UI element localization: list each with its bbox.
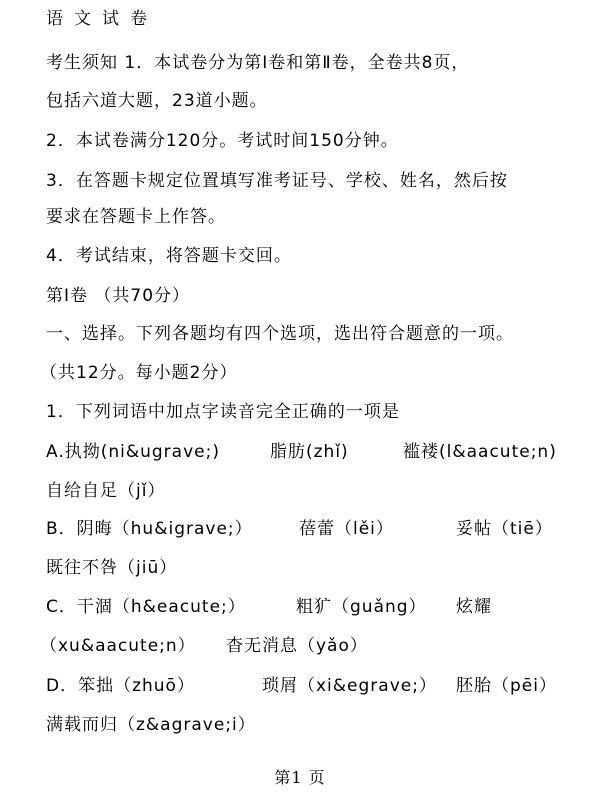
exam-title: 语文试卷 (46, 9, 158, 29)
option-b-item-4: 既往不咎（jiū） (46, 558, 178, 578)
page-number: 第1 页 (274, 768, 326, 787)
option-d-item-2: 琐屑（xi&egrave;） (262, 676, 437, 696)
notice-line-5: 要求在答题卡上作答。 (46, 207, 226, 227)
option-d-item-4: 满载而归（z&agrave;i） (46, 715, 256, 735)
option-d-item-3: 胚胎（pēi） (456, 676, 557, 696)
notice-line-6: 4．考试结束，将答题卡交回。 (46, 246, 292, 266)
notice-line-2: 包括六道大题，23道小题。 (46, 91, 268, 111)
question-stem: 1．下列词语中加点字读音完全正确的一项是 (46, 402, 400, 422)
option-a-item-2: 脂肪(zhǐ) (270, 442, 349, 462)
notice-line-1: 考生须知 1．本试卷分为第Ⅰ卷和第Ⅱ卷，全卷共8页， (46, 53, 470, 73)
option-b-item-2: 蓓蕾（lěi） (299, 519, 394, 539)
notice-line-3: 2．本试卷满分120分。考试时间150分钟。 (46, 131, 399, 151)
option-b-item-3: 妥帖（tiē） (456, 519, 553, 539)
notice-line-4: 3．在答题卡规定位置填写准考证号、学校、姓名，然后按 (46, 171, 508, 191)
section-instruction-1: 一、选择。下列各题均有四个选项，选出符合题意的一项。 (46, 324, 514, 344)
option-a-item-4: 自给自足（jǐ） (46, 481, 166, 501)
option-c-item-1: C．干涸（h&eacute;） (46, 597, 246, 617)
option-c-item-4: （xu&aacute;n） (40, 636, 196, 656)
option-b-item-1: B．阴晦（hu&igrave;） (46, 519, 253, 539)
section-heading: 第Ⅰ卷 （共70分） (46, 286, 191, 306)
option-a-item-3: 褴褛(l&aacute;n) (403, 442, 557, 462)
option-c-item-5: 杳无消息（yǎo） (226, 636, 368, 656)
option-d-item-1: D．笨拙（zhuō） (46, 676, 195, 696)
option-c-item-2: 粗犷（guǎng） (296, 597, 427, 617)
option-c-item-3: 炫耀 (456, 597, 492, 617)
section-instruction-2: （共12分。每小题2分） (40, 363, 238, 383)
option-a-item-1: A.执拗(ni&ugrave;) (46, 442, 220, 462)
